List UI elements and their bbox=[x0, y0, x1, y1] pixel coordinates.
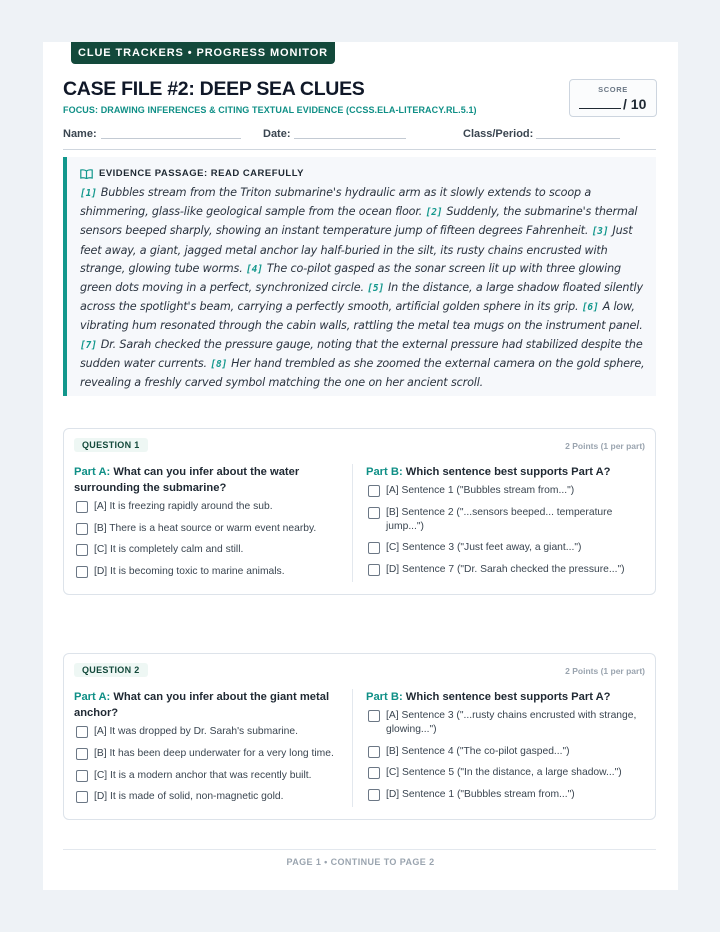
open-book-icon bbox=[80, 169, 93, 179]
checkbox[interactable] bbox=[368, 564, 380, 576]
question-1-card bbox=[63, 428, 656, 595]
page-footer: PAGE 1 • CONTINUE TO PAGE 2 bbox=[286, 857, 435, 867]
part-a bbox=[74, 464, 334, 579]
header-divider bbox=[63, 149, 656, 150]
score-label: SCORE bbox=[598, 85, 628, 94]
sentence-5: [5] In the distance, a large shadow floated silently across the spotlight's beam, carrying a perfectly smooth, artificial golden sphere in its grip. bbox=[80, 281, 643, 314]
score-input-line[interactable] bbox=[579, 108, 621, 109]
score-box bbox=[569, 79, 657, 117]
checkbox[interactable] bbox=[76, 501, 88, 513]
checkbox[interactable] bbox=[76, 726, 88, 738]
option-c[interactable]: [C] Sentence 5 ("In the distance, a large shadow...") bbox=[366, 766, 646, 780]
sentence-number: [1] bbox=[80, 188, 97, 199]
date-label: Date: bbox=[263, 128, 291, 140]
sentence-1: [1] Bubbles stream from the Triton submarine's hydraulic arm as it slowly extends to scoop a shimmering, glass-like geological sample from the ocean floor. bbox=[80, 186, 592, 219]
column-separator bbox=[352, 464, 353, 582]
option-d[interactable]: [D] It is becoming toxic to marine animals. bbox=[74, 565, 334, 579]
checkbox[interactable] bbox=[76, 770, 88, 782]
checkbox[interactable] bbox=[368, 746, 380, 758]
name-input-line[interactable] bbox=[101, 138, 241, 139]
option-d[interactable]: [D] Sentence 1 ("Bubbles stream from...") bbox=[366, 788, 646, 802]
question-points: 2 Points (1 per part) bbox=[565, 441, 645, 451]
question-2-card bbox=[63, 653, 656, 820]
sentence-number: [7] bbox=[80, 339, 97, 351]
part-a-prompt: Part A: What can you infer about the giant metal anchor? bbox=[74, 691, 330, 719]
option-b[interactable]: [B] It has been deep underwater for a very long time. bbox=[74, 747, 334, 761]
worksheet-page bbox=[43, 42, 678, 890]
part-b bbox=[366, 464, 646, 577]
footer-divider bbox=[63, 849, 656, 850]
option-c[interactable]: [C] Sentence 3 ("Just feet away, a giant...") bbox=[366, 541, 646, 555]
checkbox[interactable] bbox=[76, 791, 88, 803]
focus-standard: FOCUS: DRAWING INFERENCES & CITING TEXTUAL EVIDENCE (CCSS.ELA-LITERACY.RL.5.1) bbox=[63, 105, 477, 115]
sentence-8: [8] Her hand trembled as she zoomed the external camera on the gold sphere, revealing a freshly carved symbol matching the one on her ancient scroll. bbox=[80, 356, 645, 390]
evidence-passage bbox=[63, 157, 656, 396]
option-a[interactable]: [A] Sentence 1 ("Bubbles stream from...") bbox=[366, 484, 646, 498]
option-b[interactable]: [B] There is a heat source or warm event nearby. bbox=[74, 522, 334, 536]
option-b[interactable]: [B] Sentence 4 ("The co-pilot gasped...") bbox=[366, 745, 646, 759]
checkbox[interactable] bbox=[368, 710, 380, 722]
part-b bbox=[366, 689, 646, 802]
header-tab: CLUE TRACKERS • PROGRESS MONITOR bbox=[71, 42, 335, 64]
question-points: 2 Points (1 per part) bbox=[565, 666, 645, 676]
option-c[interactable]: [C] It is completely calm and still. bbox=[74, 543, 334, 557]
checkbox[interactable] bbox=[76, 748, 88, 760]
sentence-number: [5] bbox=[367, 283, 384, 295]
option-a[interactable]: [A] Sentence 3 ("...rusty chains encrusted with strange, glowing...") bbox=[366, 709, 646, 737]
page-title: CASE FILE #2: DEEP SEA CLUES bbox=[63, 78, 365, 100]
passage-heading-text: EVIDENCE PASSAGE: READ CAREFULLY bbox=[99, 168, 304, 179]
sentence-number: [8] bbox=[210, 358, 228, 370]
sentence-2: [2] Suddenly, the submarine's thermal sensors beeped sharply, showing an instant temperature jump of fifteen degrees Fahrenheit. bbox=[80, 205, 638, 238]
question-badge: QUESTION 2 bbox=[74, 663, 148, 677]
checkbox[interactable] bbox=[76, 523, 88, 535]
checkbox[interactable] bbox=[368, 507, 380, 519]
score-total: / 10 bbox=[623, 96, 647, 112]
date-input-line[interactable] bbox=[294, 138, 406, 139]
date-field bbox=[263, 128, 291, 140]
option-d[interactable]: [D] Sentence 7 ("Dr. Sarah checked the pressure...") bbox=[366, 563, 646, 577]
checkbox[interactable] bbox=[368, 789, 380, 801]
name-field bbox=[63, 128, 97, 140]
option-d[interactable]: [D] It is made of solid, non-magnetic gold. bbox=[74, 790, 334, 804]
checkbox[interactable] bbox=[76, 544, 88, 556]
sentence-3: [3] Just feet away, a giant, jagged metal anchor lay half-buried in the silt, its rusty chains encrusted with strange, glowing tube worms. bbox=[80, 224, 633, 275]
sentence-number: [2] bbox=[425, 207, 443, 219]
checkbox[interactable] bbox=[368, 485, 380, 497]
sentence-number: [3] bbox=[591, 226, 609, 238]
passage-heading bbox=[80, 168, 304, 179]
checkbox[interactable] bbox=[368, 542, 380, 554]
sentence-number: [4] bbox=[246, 263, 263, 275]
passage-text bbox=[80, 184, 652, 392]
name-label: Name: bbox=[63, 128, 97, 140]
sentence-4: [4] The co-pilot gasped as the sonar screen lit up with three glowing green dots moving in a perfect, synchronized circle. bbox=[80, 261, 621, 295]
part-a bbox=[74, 689, 334, 804]
sentence-number: [6] bbox=[581, 302, 599, 314]
class-field bbox=[463, 128, 533, 140]
checkbox[interactable] bbox=[76, 566, 88, 578]
option-a[interactable]: [A] It is freezing rapidly around the sub. bbox=[74, 500, 334, 514]
column-separator bbox=[352, 689, 353, 807]
class-input-line[interactable] bbox=[536, 138, 620, 139]
part-b-prompt: Part B: Which sentence best supports Part A? bbox=[366, 466, 611, 478]
sentence-6: [6] A low, vibrating hum resonated through the cabin walls, rattling the metal tea mugs on the instrument panel. bbox=[80, 300, 643, 333]
option-b[interactable]: [B] Sentence 2 ("...sensors beeped... temperature jump...") bbox=[366, 506, 646, 534]
part-a-prompt: Part A: What can you infer about the water surrounding the submarine? bbox=[74, 466, 300, 494]
question-badge: QUESTION 1 bbox=[74, 438, 148, 452]
option-a[interactable]: [A] It was dropped by Dr. Sarah's submarine. bbox=[74, 725, 334, 739]
checkbox[interactable] bbox=[368, 767, 380, 779]
sentence-7: [7] Dr. Sarah checked the pressure gauge, noting that the external pressure had stabilized despite the sudden water currents. bbox=[80, 337, 643, 370]
option-c[interactable]: [C] It is a modern anchor that was recently built. bbox=[74, 769, 334, 783]
class-label: Class/Period: bbox=[463, 128, 534, 140]
part-b-prompt: Part B: Which sentence best supports Part A? bbox=[366, 691, 611, 703]
